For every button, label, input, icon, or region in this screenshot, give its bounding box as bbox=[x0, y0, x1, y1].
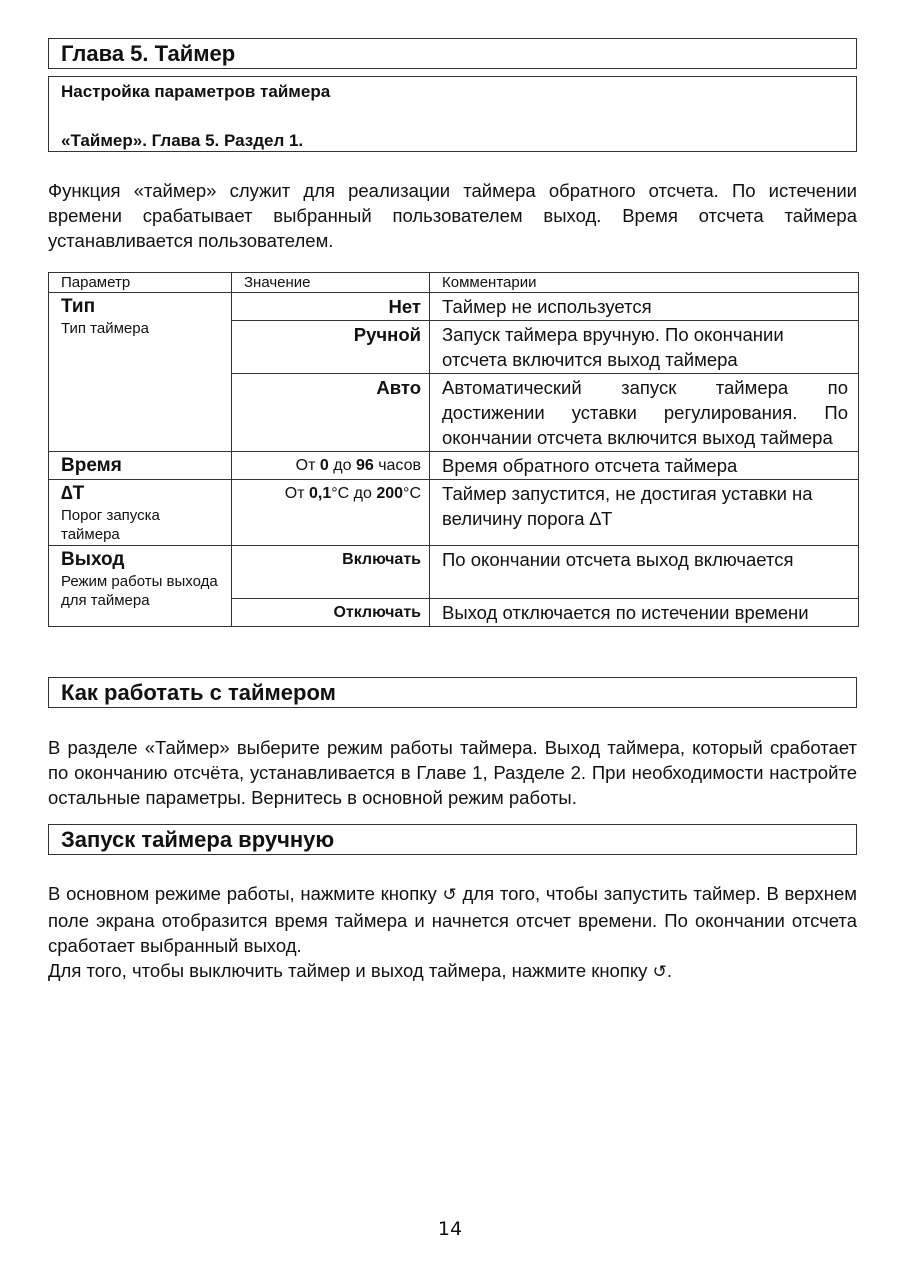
param-desc: Порог запуска таймера bbox=[61, 507, 160, 543]
param-desc: Тип таймера bbox=[61, 320, 149, 337]
chapter-title: Глава 5. Таймер bbox=[48, 38, 857, 69]
comment-cell: Запуск таймера вручную. По окончании отсчета включится выход таймера bbox=[430, 321, 859, 374]
section-reference: «Таймер». Глава 5. Раздел 1. bbox=[61, 131, 304, 150]
how-to-paragraph: В разделе «Таймер» выберите режим работы таймера. Выход таймера, который сработает по окончанию отсчёта, устанавливается в Главе 1, Разделе 2. При необходимости настройте остальные параметры. Вернитесь в основной режим работы. bbox=[48, 737, 857, 808]
param-desc: Режим работы выхода для таймера bbox=[61, 573, 218, 609]
value-mid: до bbox=[333, 457, 352, 474]
comment-cell: Таймер не используется bbox=[430, 293, 859, 321]
param-name: Тип bbox=[61, 296, 96, 317]
comment-cell: Таймер запустится, не достигая уставки на величину порога ∆T bbox=[430, 480, 859, 546]
value-mid: °C до bbox=[331, 485, 372, 502]
param-name: ∆T bbox=[61, 483, 85, 504]
page-number: 14 bbox=[437, 1218, 463, 1240]
header-value: Значение bbox=[232, 273, 430, 293]
value-prefix: От bbox=[295, 457, 316, 474]
manual-stop-end: . bbox=[666, 960, 672, 981]
intro-paragraph: Функция «таймер» служит для реализации таймера обратного отсчета. По истечении времени срабатывает выбранный пользователем выход. Время отсчета таймера устанавливается пользователем. bbox=[48, 180, 857, 251]
value-min: 0,1 bbox=[309, 485, 332, 502]
value-cell: Ручной bbox=[232, 321, 430, 374]
section-header bbox=[48, 76, 857, 152]
table-row bbox=[49, 480, 859, 546]
value-max: 200 bbox=[376, 485, 404, 502]
value-cell bbox=[232, 452, 430, 480]
manual-stop-paragraph bbox=[48, 958, 857, 985]
manual-start-paragraph bbox=[48, 881, 857, 958]
value-cell: Отключать bbox=[232, 599, 430, 627]
param-time-cell bbox=[49, 452, 232, 480]
value-max: 96 bbox=[355, 457, 374, 474]
param-output-cell bbox=[49, 546, 232, 627]
value-cell: Нет bbox=[232, 293, 430, 321]
table-header-row bbox=[49, 273, 859, 293]
header-comments: Комментарии bbox=[430, 273, 859, 293]
manual-page bbox=[48, 38, 857, 985]
value-cell: Авто bbox=[232, 374, 430, 452]
comment-cell: Время обратного отсчета таймера bbox=[430, 452, 859, 480]
value-unit: °C bbox=[403, 485, 421, 502]
table-row bbox=[49, 546, 859, 599]
table-row bbox=[49, 293, 859, 321]
manual-text-start: В основном режиме работы, нажмите кнопку bbox=[48, 883, 437, 904]
table-row bbox=[49, 452, 859, 480]
value-unit: часов bbox=[378, 457, 421, 474]
manual-start-heading: Запуск таймера вручную bbox=[48, 824, 857, 855]
param-name: Выход bbox=[61, 549, 125, 570]
parameters-table bbox=[48, 272, 859, 627]
section-title: Настройка параметров таймера bbox=[61, 82, 331, 101]
comment-cell: Выход отключается по истечении времени bbox=[430, 599, 859, 627]
how-to-heading: Как работать с таймером bbox=[48, 677, 857, 708]
value-prefix: От bbox=[284, 485, 305, 502]
comment-cell: Автоматический запуск таймера по достижении уставки регулирования. По окончании отсчета включится выход таймера bbox=[430, 374, 859, 452]
value-cell bbox=[232, 480, 430, 546]
value-cell: Включать bbox=[232, 546, 430, 599]
value-min: 0 bbox=[319, 457, 329, 474]
restart-button-icon: ↺ bbox=[442, 885, 457, 905]
comment-cell: По окончании отсчета выход включается bbox=[430, 546, 859, 599]
param-name: Время bbox=[61, 455, 122, 476]
restart-button-icon: ↺ bbox=[652, 962, 667, 982]
param-delta-cell bbox=[49, 480, 232, 546]
manual-text-end: для того, чтобы запустить таймер. В верхнем поле экрана отобразится время таймера и начнется отсчет времени. По окончании отсчета сработает выбранный выход. bbox=[48, 883, 858, 956]
param-type-cell bbox=[49, 293, 232, 452]
header-parameter: Параметр bbox=[49, 273, 232, 293]
manual-stop-text: Для того, чтобы выключить таймер и выход таймера, нажмите кнопку bbox=[48, 960, 648, 981]
